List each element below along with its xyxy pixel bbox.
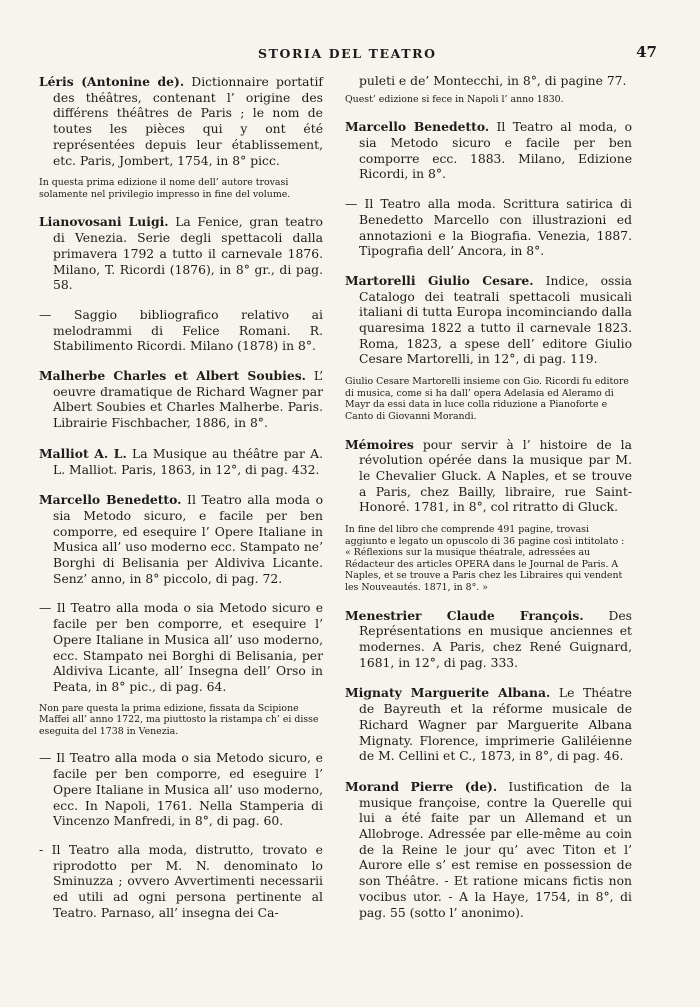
entry-author: Lianovosani Luigi. <box>39 214 169 230</box>
entry-text: pour servir à l’ histoire de la révolution opérée dans la musique par M. le Chevalier Gluck. A Naples, et se trouve a Paris, chez Bailly, libraire, rue Saint-Honoré. 1781, in 8°, col ritratto di Gluck. <box>359 437 632 515</box>
bib-entry-marcello <box>39 492 323 587</box>
bib-subentry: — Saggio bibliografico relativo ai melodrammi di Felice Romani. R. Stabilimento Ricordi. Milano (1878) in 8°. <box>39 307 323 354</box>
entry-author: Morand Pierre (de). <box>345 778 498 794</box>
entry-note: Quest’ edizione si fece in Napoli l’ anno 1830. <box>345 93 564 105</box>
entry-author: Mignaty Marguerite Albana. <box>345 685 551 701</box>
left-column <box>39 74 323 935</box>
entry-author: Malherbe Charles et Albert Soubies. <box>39 368 306 384</box>
entry-note: In fine del libro che comprende 491 pagine, trovasi aggiunto e legato un opuscolo di 36 pagine così intitolato : « Réflexions sur la musique théatrale, adressées au Rédacteur des articles OPERA dans le Journal de Paris. A Naples, et se trouve a Paris chez les Libraires qui vendent les Nouveautés. 1871, in 8°. » <box>345 524 625 593</box>
bib-entry-leris <box>39 74 323 169</box>
running-header <box>0 43 700 66</box>
page-number: 47 <box>636 43 657 61</box>
right-column <box>345 74 632 935</box>
bib-entry-memoires <box>345 437 632 517</box>
entry-text: Des Représentations en musique anciennes et modernes. A Paris, chez René Guignard, 1681, in 12°, di pag. 333. <box>359 608 632 670</box>
bib-subentry: — Il Teatro alla moda. Scrittura satirica di Benedetto Marcello con illustrazioni ed annotazioni e la Biografia. Venezia, 1887. Tipografia dell’ Ancora, in 8°. <box>345 197 632 259</box>
entry-text: Le Théatre de Bayreuth et la réforme musicale de Richard Wagner par Marguerite Albana Mignaty. Florence, imprimerie Galiléienne de M. Cellini et C., 1873, in 8°, di pag. 46. <box>359 686 632 764</box>
entry-note: Giulio Cesare Martorelli insieme con Gio. Ricordi fu editore di musica, come si ha dall’ opera Adelasia ed Aleramo di Mayr da essi data in luce colla riduzione a Pianoforte e Canto di Giovanni Morandi. <box>345 376 629 422</box>
bib-entry-mignaty <box>345 685 632 765</box>
entry-text: Dictionnaire portatif des théâtres, contenant l’ origine des différens théâtres de Paris ; le nom de toutes les pièces qui y ont été représentées depuis leur établissement, etc. Paris, Jombert, 1754, in 8° picc. <box>53 75 323 168</box>
bib-entry-malliot <box>39 446 323 478</box>
entry-text: Il Teatro alla moda o sia Metodo sicuro, e facile per ben comporre, ed esequire l’ Opere Italiane in Musica all’ uso moderno ecc. Stampato ne’ Borghi di Belisania per Aldiviva Licante. Senz’ anno, in 8° piccolo, di pag. 72. <box>53 493 323 586</box>
entry-author: Martorelli Giulio Cesare. <box>345 272 534 288</box>
entry-text: La Musique au théâtre par A. L. Malliot. Paris, 1863, in 12°, di pag. 432. <box>53 446 323 477</box>
entry-note: In questa prima edizione il nome dell’ autore trovasi solamente nel privilegio impresso in fine del volume. <box>39 177 291 200</box>
bib-entry-menestrier <box>345 608 632 672</box>
bib-entry-morand <box>345 779 632 921</box>
entry-author: Marcello Benedetto. <box>345 119 490 135</box>
entry-text: La Fenice, gran teatro di Venezia. Serie degli spettacoli dalla primavera 1792 a tutto il carnevale 1876. Milano, T. Ricordi (1876), in 8° gr., di pag. 58. <box>53 215 323 293</box>
continued-text: puleti e de’ Montecchi, in 8°, di pagine 77. <box>359 74 627 88</box>
bib-entry-marcello-2 <box>345 119 632 183</box>
entry-note: Non pare questa la prima edizione, fissata da Scipione Maffei all’ anno 1722, ma piuttosto la ristampa ch’ ei disse eseguita del 1738 in Venezia. <box>39 702 319 737</box>
entry-text: Iustification de la musique françoise, contre la Querelle qui lui a été faite par un Allemand et un Allobroge. Adressée par elle-même au coin de la Reine le jour qu’ avec Titon et l’ Aurore elle s’ est remise en possession de son Théâtre. - Et ratione micans fictis non vocibus utor. - A la Haye, 1754, in 8°, di pag. 55 (sotto l’ anonimo). <box>359 779 632 920</box>
bib-subentry: — Il Teatro alla moda o sia Metodo sicuro e facile per ben comporre, et esequire l’ Opere Italiane in Musica all’ uso moderno, ecc. Stampato nei Borghi di Belisania, per Aldiviva Licante, all’ Insegna dell’ Orso in Peata, in 8° pic., di pag. 64. <box>39 601 323 694</box>
entry-text: Indice, ossia Catalogo dei teatrali spettacoli musicali italiani di tutta Europa incominciando dalla quaresima 1822 a tutto il carnevale 1823. Roma, 1823, a spese dell’ editore Giulio Cesare Martorelli, in 12°, di pag. 119. <box>359 273 633 367</box>
entry-text: L’ oeuvre dramatique de Richard Wagner par Albert Soubies et Charles Malherbe. Paris. Librairie Fischbacher, 1886, in 8°. <box>53 369 323 431</box>
entry-text: Il Teatro al moda, o sia Metodo sicuro e facile per ben comporre ecc. 1883. Milano, Edizione Ricordi, in 8°. <box>359 120 633 182</box>
bib-entry-malherbe <box>39 368 323 432</box>
entry-author: Malliot A. L. <box>39 445 127 461</box>
entry-author: Marcello Benedetto. <box>39 492 182 508</box>
entry-author: Léris (Antonine de). <box>39 74 185 89</box>
bib-subentry: - Il Teatro alla moda, distrutto, trovato e riprodotto per M. N. denominato lo Sminuzza ; ovvero Avvertimenti necessarii ed utili ad ogni persona pertinente al Teatro. Parnaso, all’ insegna dei Ca- <box>39 842 323 920</box>
running-title: STORIA DEL TEATRO <box>258 46 437 61</box>
entry-author: Menestrier Claude François. <box>345 607 584 623</box>
bib-entry-martorelli <box>345 273 632 368</box>
entry-author: Mémoires <box>345 436 414 452</box>
bib-entry-lianovosani <box>39 214 323 294</box>
bib-subentry: — Il Teatro alla moda o sia Metodo sicuro, e facile per ben comporre, ed eseguire l’ Opere Italiane in Musica all’ uso moderno, ecc. In Napoli, 1761. Nella Stamperia di Vincenzo Manfredi, in 8°, di pag. 60. <box>39 751 323 829</box>
